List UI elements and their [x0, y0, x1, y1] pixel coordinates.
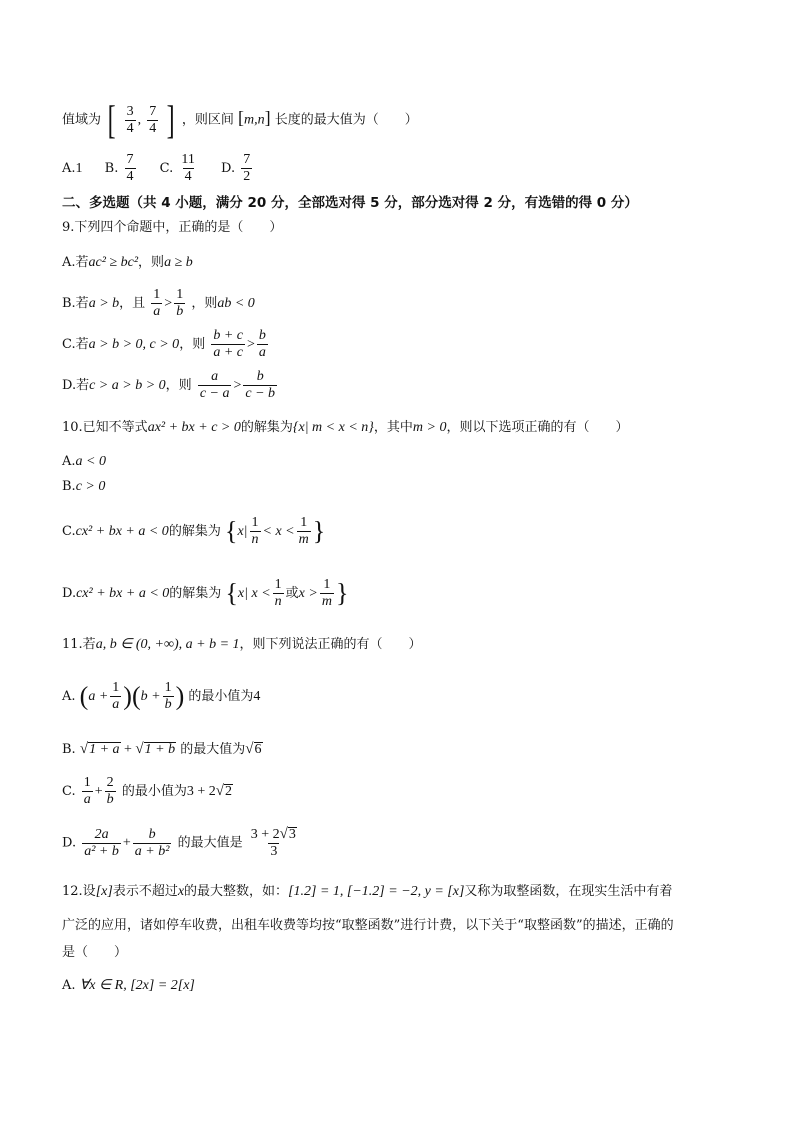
q12-line3: 是（ ） — [62, 945, 128, 960]
q11-stem: 11.若a, b ∈ (0, +∞), a + b = 1，则下列说法正确的有（ ） — [62, 637, 422, 652]
q8-option-a[interactable]: A.1 — [62, 161, 83, 176]
q10-option-d[interactable]: D.cx² + bx + a < 0的解集为 {x| x < $\frac{1}{n}$ 或x > $\frac{1}{m}$ } — [62, 577, 349, 609]
q8-frac-7-4: $\frac{7}{4}$ — [149, 103, 157, 136]
q8-option-d[interactable]: D. $\frac{7}{2}$ — [221, 152, 251, 184]
q10-option-b[interactable]: B.c > 0 — [62, 479, 106, 494]
q9-option-c[interactable]: C.若a > b > 0, c > 0，则 $\frac{b + c}{a + c}$ > $\frac{b}{a}$ — [62, 328, 266, 360]
q9-stem: 9.下列四个命题中，正确的是（ ） — [62, 220, 283, 235]
q11-option-b[interactable]: B. √1 + a + √1 + b 的最大值为√6 — [62, 741, 262, 757]
q12-line1: 12.设[x]表示不超过x的最大整数，如：[1.2] = 1, [−1.2] = −2, y = [x]又称为取整函数，在现实生活中有着 — [62, 884, 673, 899]
q8-interval: m,n — [244, 112, 265, 128]
q10-option-a[interactable]: A.a < 0 — [62, 454, 106, 469]
section-heading: 二、多选题（共 4 小题，满分 20 分，全部选对得 5 分，部分选对得 2 分，有选错的得 0 分） — [62, 195, 638, 211]
right-bracket: ] — [167, 97, 176, 142]
q12-option-a[interactable]: A. ∀x ∈ R, [2x] = 2[x] — [62, 978, 195, 993]
left-bracket: [ — [107, 97, 116, 142]
q8-option-b[interactable]: B. $\frac{7}{4}$ — [104, 152, 134, 184]
q10-option-c[interactable]: C.cx² + bx + a < 0的解集为 {x| $\frac{1}{n}$ < x < $\frac{1}{m}$ } — [62, 515, 326, 547]
q10-stem: 10.已知不等式ax² + bx + c > 0的解集为{x| m < x < n}，其中m > 0，则以下选项正确的有（ ） — [62, 420, 629, 435]
q8-frac-3-4: $\frac{3}{4}$ — [126, 103, 134, 136]
q9-option-a[interactable]: A.若ac² ≥ bc²，则a ≥ b — [62, 255, 193, 270]
q8-range-line: 值域为 [ $\frac{3}{4}$ , $\frac{7}{4}$ ] ，则区间 [m,n] 长度的最大值为（ ） — [62, 97, 418, 142]
q11-option-c[interactable]: C. $\frac{1}{a}$ + $\frac{2}{b}$ 的最小值为3 + 2√2 — [62, 775, 232, 807]
q8-range-prefix: 值域为 — [62, 112, 102, 128]
q8-ending: 长度的最大值为（ ） — [274, 112, 418, 128]
q8-options — [62, 152, 272, 185]
q9-option-d[interactable]: D.若c > a > b > 0，则 $\frac{a}{c - a}$ > $\frac{b}{c - b}$ — [62, 369, 276, 401]
q8-range-suffix: ，则区间 — [181, 112, 234, 128]
q8-option-c[interactable]: C. $\frac{11}{4}$ — [159, 152, 195, 184]
q11-option-d[interactable]: D. $\frac{2a}{\text{a² + b}}$ + $\frac{b}{\text{a + b²}}$ 的最大值是 $\frac{3 + 2√3}{3}$ — [62, 826, 296, 859]
q9-option-b[interactable]: B.若a > b，且 $\frac{1}{a}$ > $\frac{1}{b}$ ，则ab < 0 — [62, 287, 255, 319]
q11-option-a[interactable]: A. (a + $\frac{1}{a}$ )(b + $\frac{1}{b}$ ) 的最小值为4 — [62, 680, 261, 712]
q12-line2: 广泛的应用，诸如停车收费，出租车收费等均按“取整函数”进行计费，以下关于“取整函数”的描述，正确的 — [62, 918, 674, 933]
